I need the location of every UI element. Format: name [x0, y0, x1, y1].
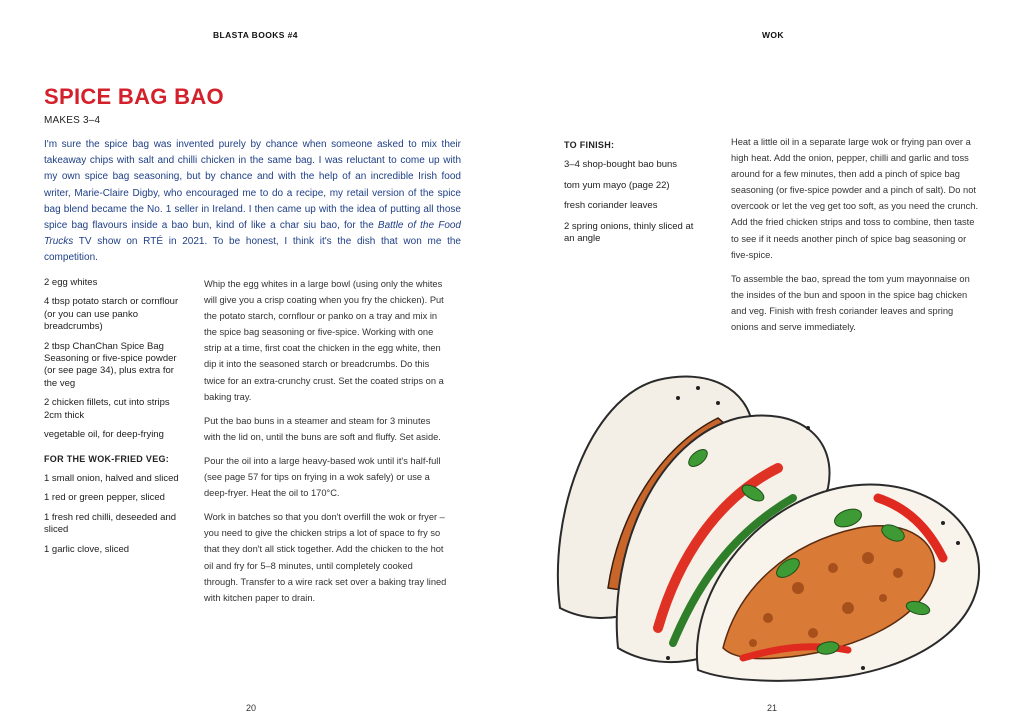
- recipe-yield: MAKES 3–4: [44, 115, 101, 126]
- method-step: Heat a little oil in a separate large wok or frying pan over a high heat. Add the onion, pepper, chilli and garlic and toss around for a few minutes, then add a pinch of spice bag seasoning (or five-spice powder and a pinch of salt). Do not overcook or let the veg get too soft, as you need the crunch. Add the fried chicken strips and toss to combine, then taste to see if it needs another pinch of spice bag seasoning or five-spice.: [731, 137, 979, 260]
- bao-illustration: [548, 358, 992, 686]
- running-head-left: BLASTA BOOKS #4: [213, 30, 298, 40]
- method-step: Pour the oil into a large heavy-based wok until it's half-full (see page 57 for tips on frying in a wok safely) or use a deep-fryer. Heat the oil to 170°C.: [204, 455, 441, 499]
- finish-item: 3–4 shop-bought bao buns: [564, 159, 678, 171]
- ingredients-list: [44, 277, 182, 563]
- method-step: Whip the egg whites in a large bowl (using only the whites will give you a crisp coating when you fry the chicken). Put the potato starch, cornflour or panko on a tray and mix in the spice bag seasoning or five-spice. Working with one strip at a time, first coat the chicken in the egg white, then dip it into the seasoned starch or breadcrumbs. Do this twice for an extra-crunchy crust. Set the coated strips on a baking tray.: [204, 279, 444, 402]
- recipe-title: SPICE BAG BAO: [44, 84, 224, 109]
- finish-item: fresh coriander leaves: [564, 200, 658, 212]
- wok-veg-item: 1 red or green pepper, sliced: [44, 492, 165, 504]
- method-step: Put the bao buns in a steamer and steam for 3 minutes with the lid on, until the buns are soft and fluffy. Set aside.: [204, 415, 441, 442]
- running-head-right: WOK: [762, 30, 784, 40]
- ingredient-item: vegetable oil, for deep-frying: [44, 429, 164, 441]
- method-left: [204, 276, 448, 614]
- finish-heading: TO FINISH:: [564, 140, 615, 150]
- ingredient-item: 2 tbsp ChanChan Spice Bag Seasoning or five-spice powder (or see page 34), plus extra for the veg: [44, 340, 177, 389]
- wok-veg-item: 1 fresh red chilli, deseeded and sliced: [44, 511, 177, 536]
- method-step: To assemble the bao, spread the tom yum mayonnaise on the insides of the bun and spoon in the spice bag chicken and veg. Finish with fresh coriander leaves and spring onions and serve immediately.: [731, 273, 970, 333]
- page-number-right: 21: [767, 703, 778, 713]
- finish-item: 2 spring onions, thinly sliced at an angle: [564, 220, 694, 245]
- wok-veg-item: 1 garlic clove, sliced: [44, 543, 130, 555]
- wok-veg-item: 1 small onion, halved and sliced: [44, 472, 179, 484]
- ingredient-item: 4 tbsp potato starch or cornflour (or you can use panko breadcrumbs): [44, 296, 179, 333]
- finish-list: [564, 139, 704, 253]
- finish-item: tom yum mayo (page 22): [564, 179, 670, 191]
- method-step: Work in batches so that you don't overfill the wok or fryer – you need to give the chicken strips a lot of space to fry so that they don't all stick together. Add the chicken to the hot oil and fry for 5–8 minutes, until completely cooked through. Transfer to a wire rack set over a baking tray lined with kitchen paper to drain.: [204, 512, 447, 603]
- page-number-left: 20: [246, 703, 257, 713]
- ingredient-item: 2 egg whites: [44, 277, 98, 288]
- show-title: Battle of the Food Trucks: [44, 220, 461, 248]
- recipe-intro: [44, 137, 461, 267]
- wok-veg-heading: FOR THE WOK-FRIED VEG:: [44, 454, 170, 465]
- intro-text-2: TV show on RTÉ in 2021. To be honest, I think it's the dish that won me the competition.: [44, 236, 461, 264]
- intro-text-1: I'm sure the spice bag was invented purely by chance when someone asked to mix their takeaway chips with salt and chilli chicken in the same bag. I was reluctant to come up with my own spice bag seasoning, but by chance and with the help of an incredible Irish food writer, Marie-Claire Digby, who encouraged me to do a recipe, my retail version of the spice bag blend became the No. 1 seller in Ireland. I then came up with the idea of putting all those spice bag flavours inside a bao bun, kind of like a char siu bao, for the: [44, 139, 461, 232]
- ingredient-item: 2 chicken fillets, cut into strips 2cm thick: [44, 397, 170, 421]
- method-right: [731, 134, 981, 343]
